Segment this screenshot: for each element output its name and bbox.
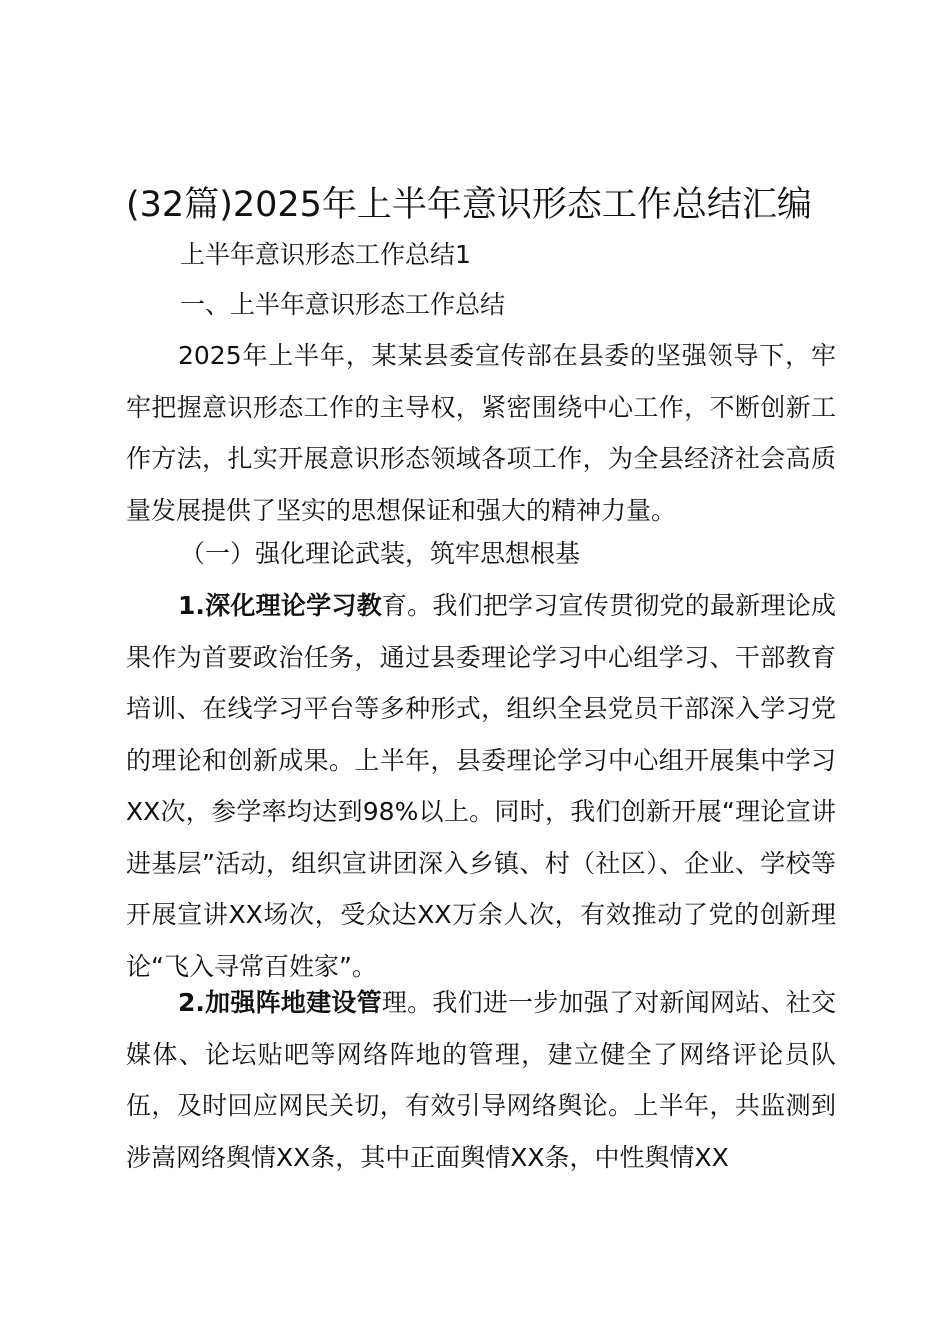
subheading-1: （一）强化理论武装，筑牢思想根基 (180, 539, 581, 568)
heading-1: 一、上半年意识形态工作总结 (180, 290, 506, 319)
item-2-body: 理。我们进一步加强了对新闻网站、社交媒体、论坛贴吧等网络阵地的管理，建立健全了网络评论员队伍，及时回应网民关切，有效引导网络舆论。上半年，共监测到涉嵩网络舆情XX条，其中正面舆情XX条，中性舆情XX (126, 988, 836, 1172)
item-1-paragraph (126, 580, 836, 992)
intro-paragraph: 2025年上半年，某某县委宣传部在县委的坚强领导下，牢牢把握意识形态工作的主导权，紧密围绕中心工作，不断创新工作方法，扎实开展意识形态领域各项工作，为全县经济社会高质量发展提供了坚实的思想保证和强大的精神力量。 (126, 341, 836, 525)
section-title: 上半年意识形态工作总结1 (180, 240, 471, 269)
item-1-body: 育。我们把学习宣传贯彻党的最新理论成果作为首要政治任务，通过县委理论学习中心组学习、干部教育培训、在线学习平台等多种形式，组织全县党员干部深入学习党的理论和创新成果。上半年，县委理论学习中心组开展集中学习XX次，参学率均达到98%以上。同时，我们创新开展“理论宣讲进基层”活动，组织宣讲团深入乡镇、村（社区）、企业、学校等开展宣讲XX场次，受众达XX万余人次，有效推动了党的创新理论“飞入寻常百姓家”。 (126, 591, 836, 981)
document-title: (32篇)2025年上半年意识形态工作总结汇编 (126, 185, 812, 225)
item-2-paragraph (126, 977, 836, 1183)
item-2-lead: 2.加强阵地建设管 (178, 988, 382, 1017)
item-1-lead: 1.深化理论学习教 (178, 591, 382, 620)
